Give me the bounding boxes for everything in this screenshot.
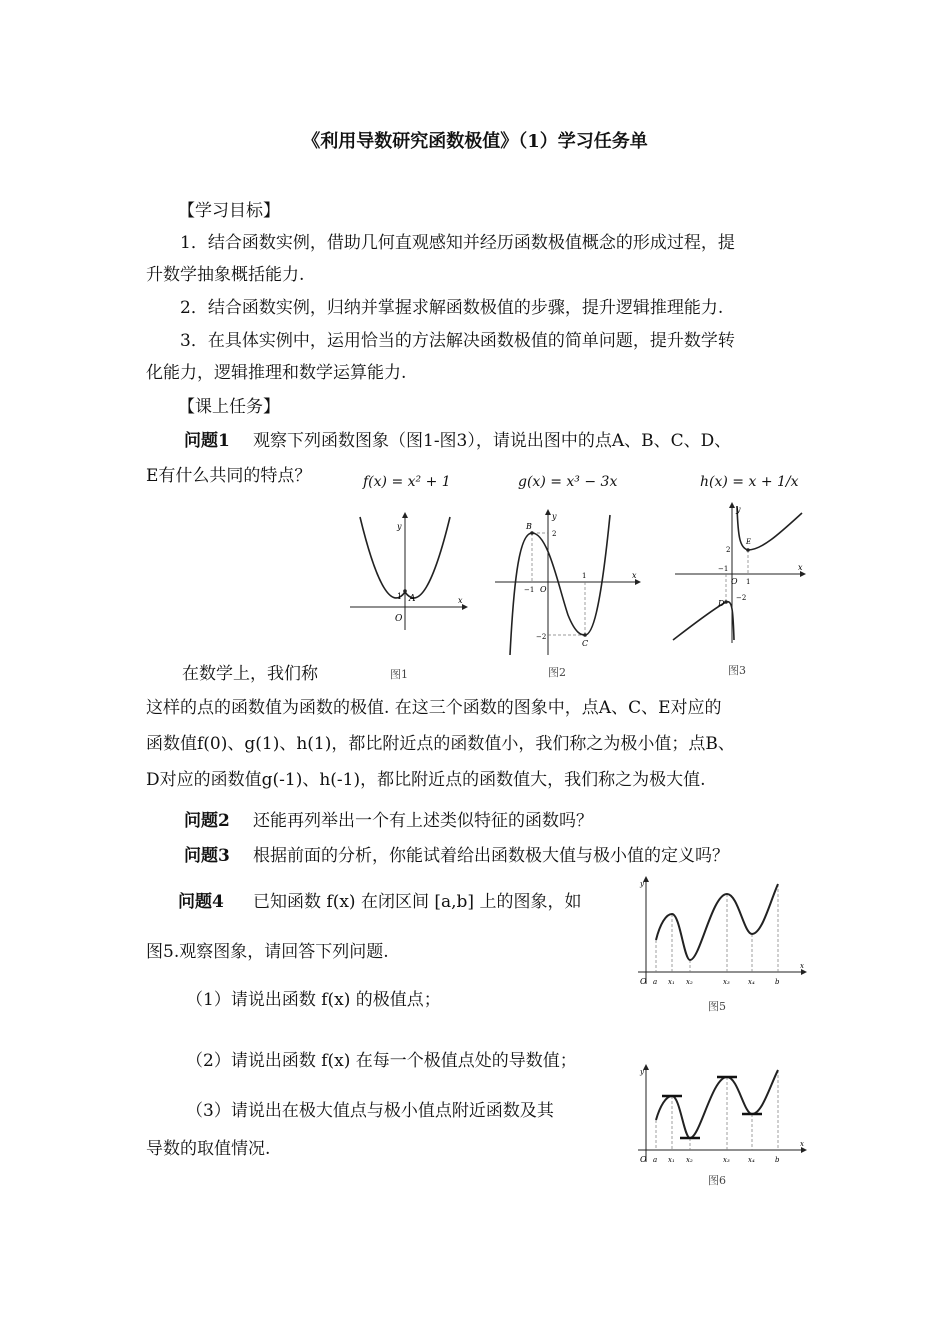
figure-6 <box>630 1060 810 1170</box>
fig2-minus-two-label: −2 <box>536 633 547 641</box>
figure-5 <box>630 872 810 992</box>
para-line1: 在数学上，我们称 <box>182 664 318 684</box>
fig5-tick-a: a <box>653 978 658 986</box>
q1-line2: E有什么共同的特点？ <box>146 466 312 486</box>
objective-2: 2．结合函数实例，归纳并掌握求解函数极值的步骤，提升逻辑推理能力. <box>180 298 724 318</box>
point-C <box>583 633 587 637</box>
fig6-x-label: x <box>800 1140 804 1148</box>
fig6-tick-x3: x₃ <box>723 1156 730 1164</box>
fig3-two-label: 2 <box>726 546 731 554</box>
q4-sub3-line2: 导数的取值情况. <box>146 1139 271 1159</box>
fig6-tick-x2: x₂ <box>686 1156 693 1164</box>
fig6-origin: O <box>640 1155 647 1164</box>
fig1-formula: f(x) = x² + 1 <box>363 474 451 490</box>
fig5-tick-x1: x₁ <box>668 978 675 986</box>
q2-label: 问题2 <box>184 811 230 831</box>
fig6-tick-x4: x₄ <box>748 1156 755 1164</box>
objectives-heading: 【学习目标】 <box>178 201 280 221</box>
fig3-point-D-label: D <box>718 599 725 608</box>
para-line2: 这样的点的函数值为函数的极值. 在这三个函数的图象中，点A、C、E对应的 <box>146 698 722 718</box>
fig1-caption: 图1 <box>390 668 408 681</box>
q4-line1: 已知函数 f(x) 在闭区间 [a,b] 上的图象，如 <box>253 892 582 912</box>
para-line3: 函数值f(0)、g(1)、h(1)，都比附近点的函数值小，我们称之为极小值；点B、 <box>146 734 735 754</box>
fig3-minus-two-label: −2 <box>736 594 747 602</box>
fig5-y-label: y <box>640 880 644 888</box>
fig3-caption: 图3 <box>728 664 746 677</box>
fig2-minus-one-label: −1 <box>524 586 535 594</box>
q4-line2: 图5.观察图象，请回答下列问题. <box>146 942 389 962</box>
fig6-tick-b: b <box>775 1156 780 1164</box>
fig1-point-label: A <box>409 594 416 604</box>
fig2-caption: 图2 <box>548 666 566 679</box>
fig2-y-label: y <box>552 512 557 521</box>
tasks-heading: 【课上任务】 <box>178 397 280 417</box>
point-E <box>746 548 750 552</box>
objective-3-line2: 化能力，逻辑推理和数学运算能力. <box>146 363 407 383</box>
figure-1 <box>345 505 475 635</box>
fig2-two-label: 2 <box>552 530 557 538</box>
q3-text: 根据前面的分析，你能试着给出函数极大值与极小值的定义吗？ <box>253 846 729 866</box>
fig6-tick-a: a <box>653 1156 658 1164</box>
fig5-tick-x4: x₄ <box>748 978 755 986</box>
q4-sub2: （2）请说出函数 f(x) 在每一个极值点处的导数值； <box>186 1051 577 1071</box>
fig2-point-B-label: B <box>526 522 532 531</box>
fig3-formula: h(x) = x + 1/x <box>700 474 799 490</box>
fig6-caption: 图6 <box>708 1174 726 1187</box>
q3-label: 问题3 <box>184 846 230 866</box>
fig2-x-label: x <box>632 571 637 580</box>
objective-1-line1: 1．结合函数实例，借助几何直观感知并经历函数极值概念的形成过程，提 <box>180 233 735 253</box>
fig5-caption: 图5 <box>708 1000 726 1013</box>
fig3-origin-label: O <box>731 577 738 586</box>
fig5-tick-x3: x₃ <box>723 978 730 986</box>
objective-1-line2: 升数学抽象概括能力. <box>146 265 305 285</box>
fig5-tick-x2: x₂ <box>686 978 693 986</box>
q4-sub3-line1: （3）请说出在极大值点与极小值点附近函数及其 <box>186 1101 554 1121</box>
q4-label: 问题4 <box>178 892 224 912</box>
fig5-tick-b: b <box>775 978 780 986</box>
fig1-origin-label: O <box>395 614 403 624</box>
point-B <box>530 531 534 535</box>
fig3-minus-one-label: −1 <box>718 565 729 573</box>
q2-text: 还能再列举出一个有上述类似特征的函数吗？ <box>253 811 593 831</box>
point-D <box>724 600 728 604</box>
figure-3 <box>670 498 810 648</box>
para-line4: D对应的函数值g(-1)、h(-1)，都比附近点的函数值大，我们称之为极大值. <box>146 770 706 790</box>
fig5-origin: O <box>640 977 647 986</box>
q1-line1: 观察下列函数图象（图1-图3），请说出图中的点A、B、C、D、 <box>253 431 732 451</box>
fig6-y-label: y <box>640 1068 644 1076</box>
fig3-one-label: 1 <box>746 578 751 586</box>
fig5-x-label: x <box>800 962 804 970</box>
fig3-x-label: x <box>798 563 803 572</box>
fig6-tick-x1: x₁ <box>668 1156 675 1164</box>
page-title: 《利用导数研究函数极值》（1）学习任务单 <box>302 131 648 152</box>
fig3-point-E-label: E <box>746 538 752 546</box>
fig2-formula: g(x) = x³ − 3x <box>518 474 618 490</box>
fig2-point-C-label: C <box>582 639 589 648</box>
point-A <box>403 589 407 593</box>
fig2-one-label: 1 <box>582 572 587 580</box>
fig1-one-label: 1 <box>397 592 403 601</box>
q1-label: 问题1 <box>184 431 230 451</box>
fig1-y-label: y <box>397 522 402 531</box>
fig1-x-label: x <box>458 596 463 605</box>
fig2-origin-label: O <box>540 585 547 594</box>
fig3-y-label: y <box>736 505 741 514</box>
figure-2 <box>490 505 645 660</box>
objective-3-line1: 3．在具体实例中，运用恰当的方法解决函数极值的简单问题，提升数学转 <box>180 331 735 351</box>
q4-sub1: （1）请说出函数 f(x) 的极值点； <box>186 990 441 1010</box>
